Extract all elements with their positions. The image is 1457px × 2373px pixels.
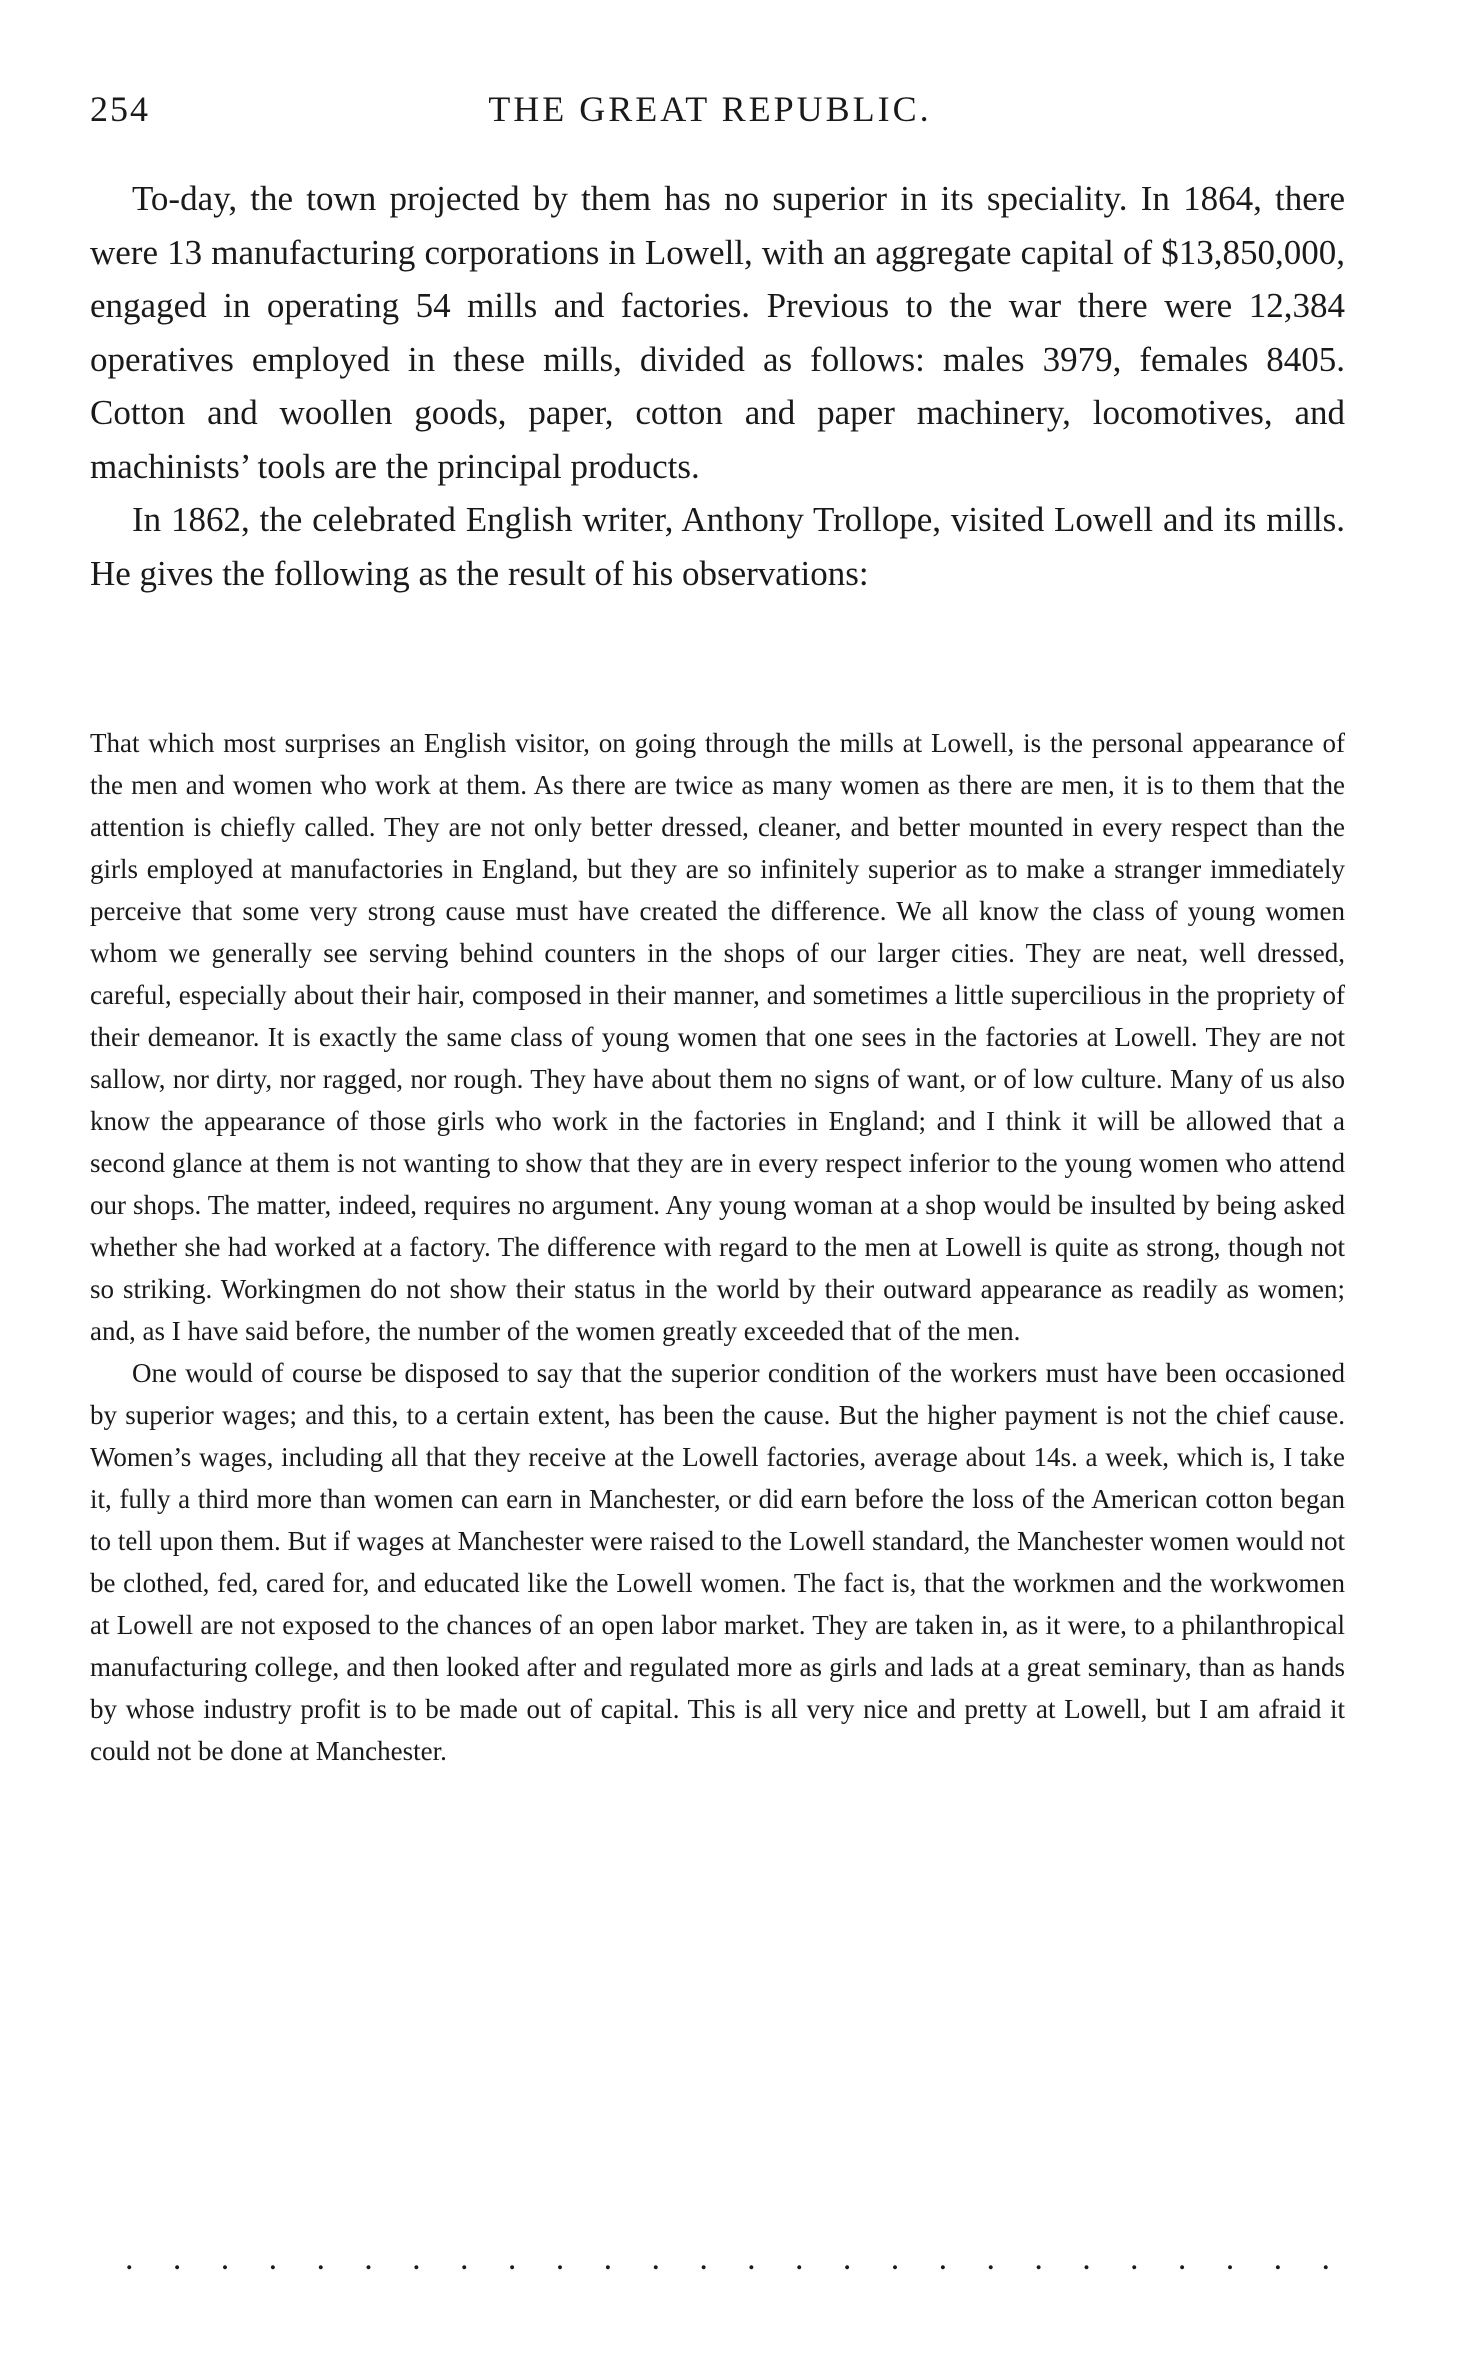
quote-paragraph-1: That which most surprises an English visitor, on going through the mills at Lowell, is the personal appearance of the men and women who work at them. As there are twice as many women as there are men, it is to them that the attention is chiefly called. They are not only better dressed, cleaner, and better mounted in every respect than the girls employed at manufactories in England, but they are so infinitely superior as to make a stranger immediately perceive that some very strong cause must have created the difference. We all know the class of young women whom we generally see serving behind counters in the shops of our larger cities. They are neat, well dressed, careful, especially about their hair, composed in their manner, and sometimes a little supercilious in the propriety of their demeanor. It is exactly the same class of young women that one sees in the factories at Lowell. They are not sallow, nor dirty, nor ragged, nor rough. They have about them no signs of want, or of low culture. Many of us also know the appearance of those girls who work in the factories in England; and I think it will be allowed that a second glance at them is not wanting to show that they are in every respect inferior to the young women who attend our shops. The matter, indeed, requires no argument. Any young woman at a shop would be insulted by being asked whether she had worked at a factory. The difference with regard to the men at Lowell is quite as strong, though not so striking. Workingmen do not show their status in the world by their outward appearance as readily as women; and, as I have said before, the number of the women greatly exceeded that of the men.: [90, 728, 1345, 1346]
ellipsis-dot: .: [938, 2240, 948, 2277]
ellipsis-dot: .: [1225, 2240, 1235, 2277]
ellipsis-dot: .: [460, 2240, 469, 2277]
ellipsis-dot: .: [1082, 2240, 1091, 2277]
ellipsis-dot: .: [316, 2240, 325, 2277]
ellipsis-dot: .: [412, 2240, 421, 2277]
ellipsis-dot: .: [890, 2240, 900, 2277]
ellipsis-dot: .: [603, 2240, 613, 2277]
ellipsis-dot: .: [268, 2240, 278, 2277]
ellipsis-dot: .: [842, 2240, 852, 2277]
ellipsis-dot: .: [795, 2240, 804, 2277]
ellipsis-dot: .: [1321, 2240, 1330, 2277]
ellipsis-dot: .: [986, 2240, 995, 2277]
page-number: 254: [90, 89, 150, 129]
body-paragraph-1: To-day, the town projected by them has no superior in its speciality. In 1864, there were 13 manufacturing corporations in Lowell, with an aggregate capital of $13,850,000, engaged in operating 54 mills and factories. Previous to the war there were 12,384 operatives employed in these mills, divided as follows: males 3979, females 8405. Cotton and woollen goods, paper, cotton and paper machinery, locomotives, and machinists’ tools are the principal products.: [90, 179, 1345, 486]
ellipsis-row: [125, 2240, 1330, 2278]
ellipsis-dot: .: [747, 2240, 756, 2277]
body-paragraph-2: In 1862, the celebrated English writer, Anthony Trollope, visited Lowell and its mills. He gives the following as the result of his observations:: [90, 500, 1345, 593]
ellipsis-dot: .: [364, 2240, 373, 2277]
ellipsis-dot: .: [1273, 2240, 1283, 2277]
body-text: [90, 172, 1345, 600]
ellipsis-dot: .: [1034, 2240, 1043, 2277]
ellipsis-dot: .: [699, 2240, 708, 2277]
ellipsis-dot: .: [555, 2240, 565, 2277]
block-quote: [90, 722, 1345, 1772]
quote-paragraph-2: One would of course be disposed to say that the superior condition of the workers must have been occasioned by superior wages; and this, to a certain extent, has been the cause. But the higher payment is not the chief cause. Women’s wages, including all that they receive at the Lowell factories, average about 14s. a week, which is, I take it, fully a third more than women can earn in Manchester, or did earn before the loss of the American cotton began to tell upon them. But if wages at Manchester were raised to the Lowell standard, the Manchester women would not be clothed, fed, cared for, and educated like the Lowell women. The fact is, that the workmen and the workwomen at Lowell are not exposed to the chances of an open labor market. They are taken in, as it were, to a philanthropical manufacturing college, and then looked after and regulated more as girls and lads at a great seminary, than as hands by whose industry profit is to be made out of capital. This is all very nice and pretty at Lowell, but I am afraid it could not be done at Manchester.: [90, 1358, 1345, 1766]
ellipsis-dot: .: [1130, 2240, 1139, 2277]
ellipsis-dot: .: [220, 2240, 230, 2277]
ellipsis-dot: .: [1177, 2240, 1187, 2277]
running-head: [90, 88, 1330, 138]
ellipsis-dot: .: [125, 2240, 134, 2277]
ellipsis-dot: .: [651, 2240, 660, 2277]
ellipsis-dot: .: [172, 2240, 182, 2277]
ellipsis-dot: .: [507, 2240, 517, 2277]
header-title: THE GREAT REPUBLIC.: [488, 89, 932, 129]
